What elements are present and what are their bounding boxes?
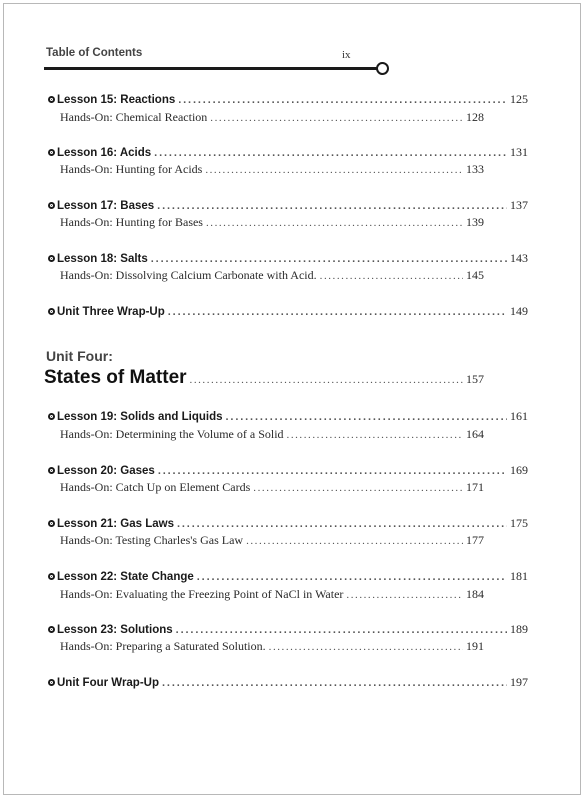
document-page bbox=[3, 3, 581, 795]
entry-page: 161 bbox=[510, 409, 528, 423]
entry-page: 133 bbox=[466, 162, 484, 176]
dot-leader bbox=[177, 518, 507, 530]
entry-title: Hands-On: Preparing a Saturated Solution. bbox=[60, 639, 266, 653]
entry-page: 145 bbox=[466, 268, 484, 282]
entry-page: 175 bbox=[510, 516, 528, 530]
unit-title: States of Matter bbox=[44, 367, 187, 388]
header-rule-end-circle bbox=[376, 62, 389, 75]
dot-leader bbox=[197, 571, 507, 583]
toc-entry-lesson-21[interactable] bbox=[48, 516, 528, 531]
toc-entry-lesson-17[interactable] bbox=[48, 198, 528, 213]
bullet-icon bbox=[48, 679, 55, 686]
toc-entry-lesson-16[interactable] bbox=[48, 145, 528, 160]
entry-page: 184 bbox=[466, 587, 484, 601]
entry-page: 157 bbox=[466, 372, 484, 386]
dot-leader bbox=[205, 164, 463, 176]
entry-title: Hands-On: Catch Up on Element Cards bbox=[60, 480, 251, 494]
toc-entry-lesson-18[interactable] bbox=[48, 251, 528, 266]
page-number: ix bbox=[342, 49, 351, 61]
toc-entry-lesson-19[interactable] bbox=[48, 409, 528, 424]
entry-title: Lesson 22: State Change bbox=[57, 571, 194, 583]
entry-title: Unit Four Wrap-Up bbox=[57, 677, 159, 689]
entry-title: Hands-On: Chemical Reaction bbox=[60, 110, 208, 124]
entry-page: 164 bbox=[466, 427, 484, 441]
entry-title: Lesson 21: Gas Laws bbox=[57, 518, 174, 530]
entry-page: 197 bbox=[510, 675, 528, 689]
toc-entry-lesson-23[interactable] bbox=[48, 622, 528, 637]
entry-title: Lesson 16: Acids bbox=[57, 147, 152, 159]
dot-leader bbox=[320, 270, 463, 282]
dot-leader bbox=[162, 677, 507, 689]
toc-entry-lesson-15[interactable] bbox=[48, 92, 528, 107]
bullet-icon bbox=[48, 149, 55, 156]
entry-page: 171 bbox=[466, 480, 484, 494]
toc-entry-unit4-wrapup[interactable] bbox=[48, 675, 528, 690]
entry-page: 137 bbox=[510, 198, 528, 212]
toc-entry-hands-on-22[interactable] bbox=[60, 587, 484, 602]
dot-leader bbox=[157, 200, 507, 212]
entry-title: Lesson 17: Bases bbox=[57, 200, 155, 212]
toc-entry-unit4-title[interactable] bbox=[44, 367, 484, 389]
running-header: Table of Contents bbox=[46, 47, 143, 59]
dot-leader bbox=[210, 112, 463, 124]
toc-entry-hands-on-20[interactable] bbox=[60, 480, 484, 495]
toc-entry-hands-on-15[interactable] bbox=[60, 110, 484, 125]
entry-title: Lesson 19: Solids and Liquids bbox=[57, 411, 223, 423]
unit-label: Unit Four: bbox=[46, 348, 113, 364]
dot-leader bbox=[158, 465, 507, 477]
entry-page: 191 bbox=[466, 639, 484, 653]
toc-entry-hands-on-23[interactable] bbox=[60, 639, 484, 654]
bullet-icon bbox=[48, 96, 55, 103]
dot-leader bbox=[269, 641, 463, 653]
toc-entry-hands-on-17[interactable] bbox=[60, 215, 484, 230]
entry-title: Hands-On: Evaluating the Freezing Point of NaCl in Water bbox=[60, 587, 344, 601]
entry-page: 139 bbox=[466, 215, 484, 229]
bullet-icon bbox=[48, 573, 55, 580]
header-rule bbox=[44, 67, 380, 70]
toc-entry-lesson-22[interactable] bbox=[48, 569, 528, 584]
bullet-icon bbox=[48, 202, 55, 209]
bullet-icon bbox=[48, 255, 55, 262]
toc-entry-hands-on-19[interactable] bbox=[60, 427, 484, 442]
entry-title: Hands-On: Hunting for Bases bbox=[60, 215, 203, 229]
toc-entry-hands-on-16[interactable] bbox=[60, 162, 484, 177]
bullet-icon bbox=[48, 413, 55, 420]
entry-title: Lesson 20: Gases bbox=[57, 465, 155, 477]
dot-leader bbox=[346, 589, 463, 601]
entry-page: 177 bbox=[466, 533, 484, 547]
dot-leader bbox=[246, 535, 463, 547]
bullet-icon bbox=[48, 520, 55, 527]
entry-page: 131 bbox=[510, 145, 528, 159]
entry-title: Unit Three Wrap-Up bbox=[57, 306, 165, 318]
entry-page: 189 bbox=[510, 622, 528, 636]
toc-entry-hands-on-21[interactable] bbox=[60, 533, 484, 548]
entry-page: 125 bbox=[510, 92, 528, 106]
dot-leader bbox=[226, 411, 508, 423]
entry-title: Lesson 15: Reactions bbox=[57, 94, 176, 106]
entry-page: 143 bbox=[510, 251, 528, 265]
entry-page: 128 bbox=[466, 110, 484, 124]
entry-page: 169 bbox=[510, 463, 528, 477]
entry-page: 181 bbox=[510, 569, 528, 583]
dot-leader bbox=[287, 429, 463, 441]
dot-leader bbox=[190, 374, 463, 386]
entry-page: 149 bbox=[510, 304, 528, 318]
toc-entry-unit3-wrapup[interactable] bbox=[48, 304, 528, 319]
bullet-icon bbox=[48, 626, 55, 633]
entry-title: Hands-On: Dissolving Calcium Carbonate with Acid. bbox=[60, 268, 317, 282]
bullet-icon bbox=[48, 467, 55, 474]
dot-leader bbox=[154, 147, 507, 159]
dot-leader bbox=[176, 624, 507, 636]
entry-title: Hands-On: Hunting for Acids bbox=[60, 162, 203, 176]
dot-leader bbox=[168, 306, 507, 318]
entry-title: Lesson 23: Solutions bbox=[57, 624, 173, 636]
entry-title: Hands-On: Determining the Volume of a Solid bbox=[60, 427, 284, 441]
dot-leader bbox=[178, 94, 507, 106]
bullet-icon bbox=[48, 308, 55, 315]
entry-title: Hands-On: Testing Charles's Gas Law bbox=[60, 533, 244, 547]
toc-entry-hands-on-18[interactable] bbox=[60, 268, 484, 283]
dot-leader bbox=[253, 482, 463, 494]
entry-title: Lesson 18: Salts bbox=[57, 253, 148, 265]
dot-leader bbox=[151, 253, 507, 265]
dot-leader bbox=[206, 217, 463, 229]
toc-entry-lesson-20[interactable] bbox=[48, 463, 528, 478]
